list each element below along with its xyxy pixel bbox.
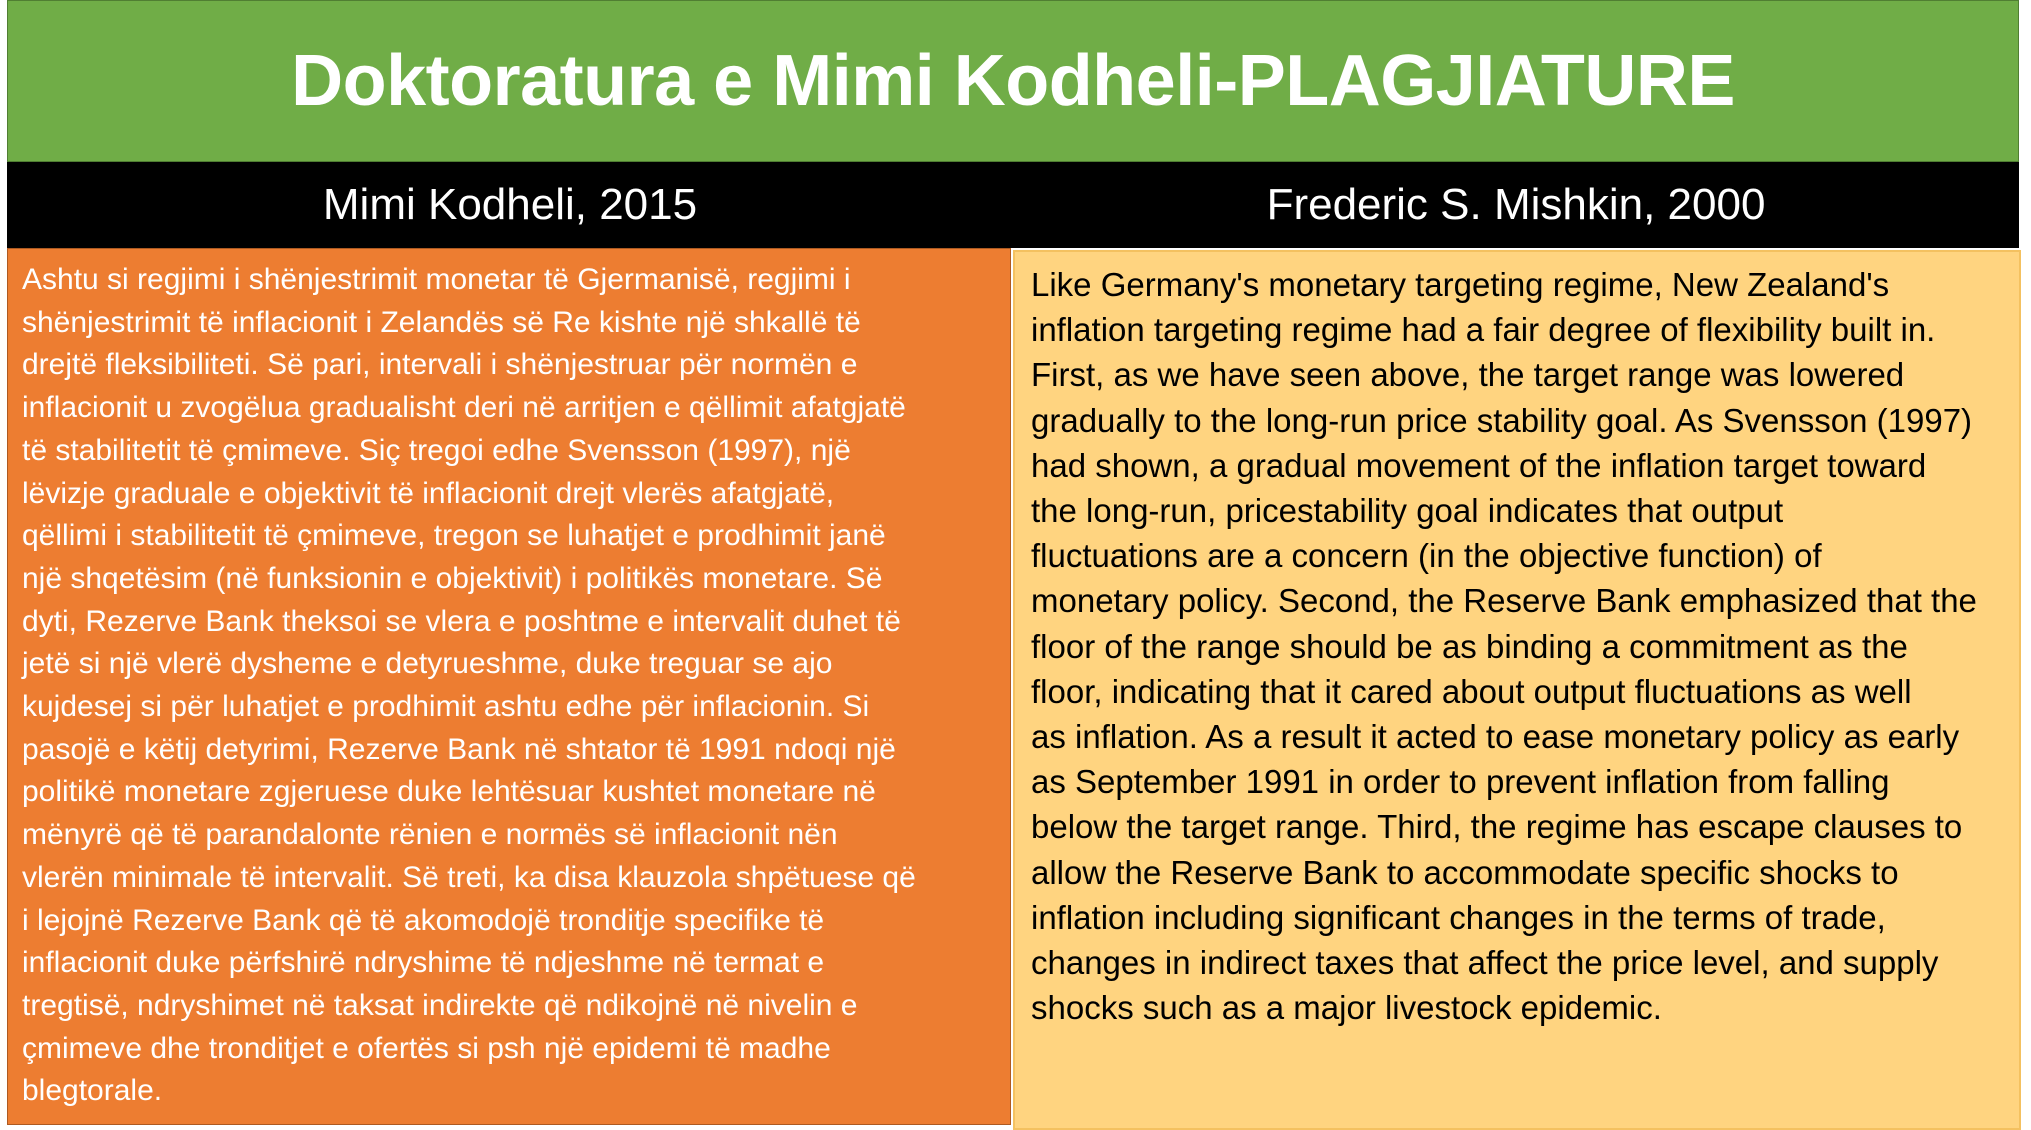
right-column-header: Frederic S. Mishkin, 2000 <box>1266 180 1766 229</box>
left-text-panel <box>7 248 1011 1125</box>
page-title: Doktoratura e Mimi Kodheli-PLAGJIATURE <box>291 41 1735 121</box>
right-text-panel <box>1013 250 2021 1130</box>
right-passage: Like Germany's monetary targeting regime, New Zealand's inflation targeting regime had a fair degree of flexibility built in. First, as we have seen above, the target range was lowered gradually to the long-run price stability goal. As Svensson (1997) had shown, a gradual movement of the inflation target toward the long-run, pricestability goal indicates that output fluctuations are a concern (in the objective function) of monetary policy. Second, the Reserve Bank emphasized that the floor of the range should be as binding a commitment as the floor, indicating that it cared about output fluctuations as well as inflation. As a result it acted to ease monetary policy as early as September 1991 in order to prevent inflation from falling below the target range. Third, the regime has escape clauses to allow the Reserve Bank to accommodate specific shocks to inflation including significant changes in the terms of trade, changes in indirect taxes that affect the price level, and supply shocks such as a major livestock epidemic. <box>1031 266 1977 1027</box>
left-passage: Ashtu si regjimi i shënjestrimit monetar të Gjermanisë, regjimi i shënjestrimit të inflacionit i Zelandës së Re kishte një shkallë të drejtë fleksibiliteti. Së pari, intervali i shënjestruar për normën e inflacionit u zvogëlua gradualisht deri në arritjen e qëllimit afatgjatë të stabilitetit të çmimeve. Siç tregoi edhe Svensson (1997), një lëvizje graduale e objektivit të inflacionit drejt vlerës afatgjatë, qëllimi i stabilitetit të çmimeve, tregon se luhatjet e prodhimit janë një shqetësim (në funksionin e objektivit) i politikës monetare. Së dyti, Rezerve Bank theksoi se vlera e poshtme e intervalit duhet të jetë si një vlerë dysheme e detyrueshme, duke treguar se ajo kujdesej si për luhatjet e prodhimit ashtu edhe për inflacionin. Si pasojë e këtij detyrimi, Rezerve Bank në shtator të 1991 ndoqi një politikë monetare zgjeruese duke lehtësuar kushtet monetare në mënyrë që të parandalonte rënien e normës së inflacionit nën vlerën minimale të intervalit. Së treti, ka disa klauzola shpëtuese që i lejojnë Rezerve Bank që të akomodojë tronditje specifike të inflacionit duke përfshirë ndryshime të ndjeshme në termat e tregtisë, ndryshimet në taksat indirekte që ndikojnë në nivelin e çmimeve dhe tronditjet e ofertës si psh një epidemi të madhe blegtorale. <box>22 263 916 1108</box>
column-header-bar <box>7 162 2019 248</box>
left-column-header: Mimi Kodheli, 2015 <box>322 180 698 229</box>
title-banner <box>7 0 2019 162</box>
